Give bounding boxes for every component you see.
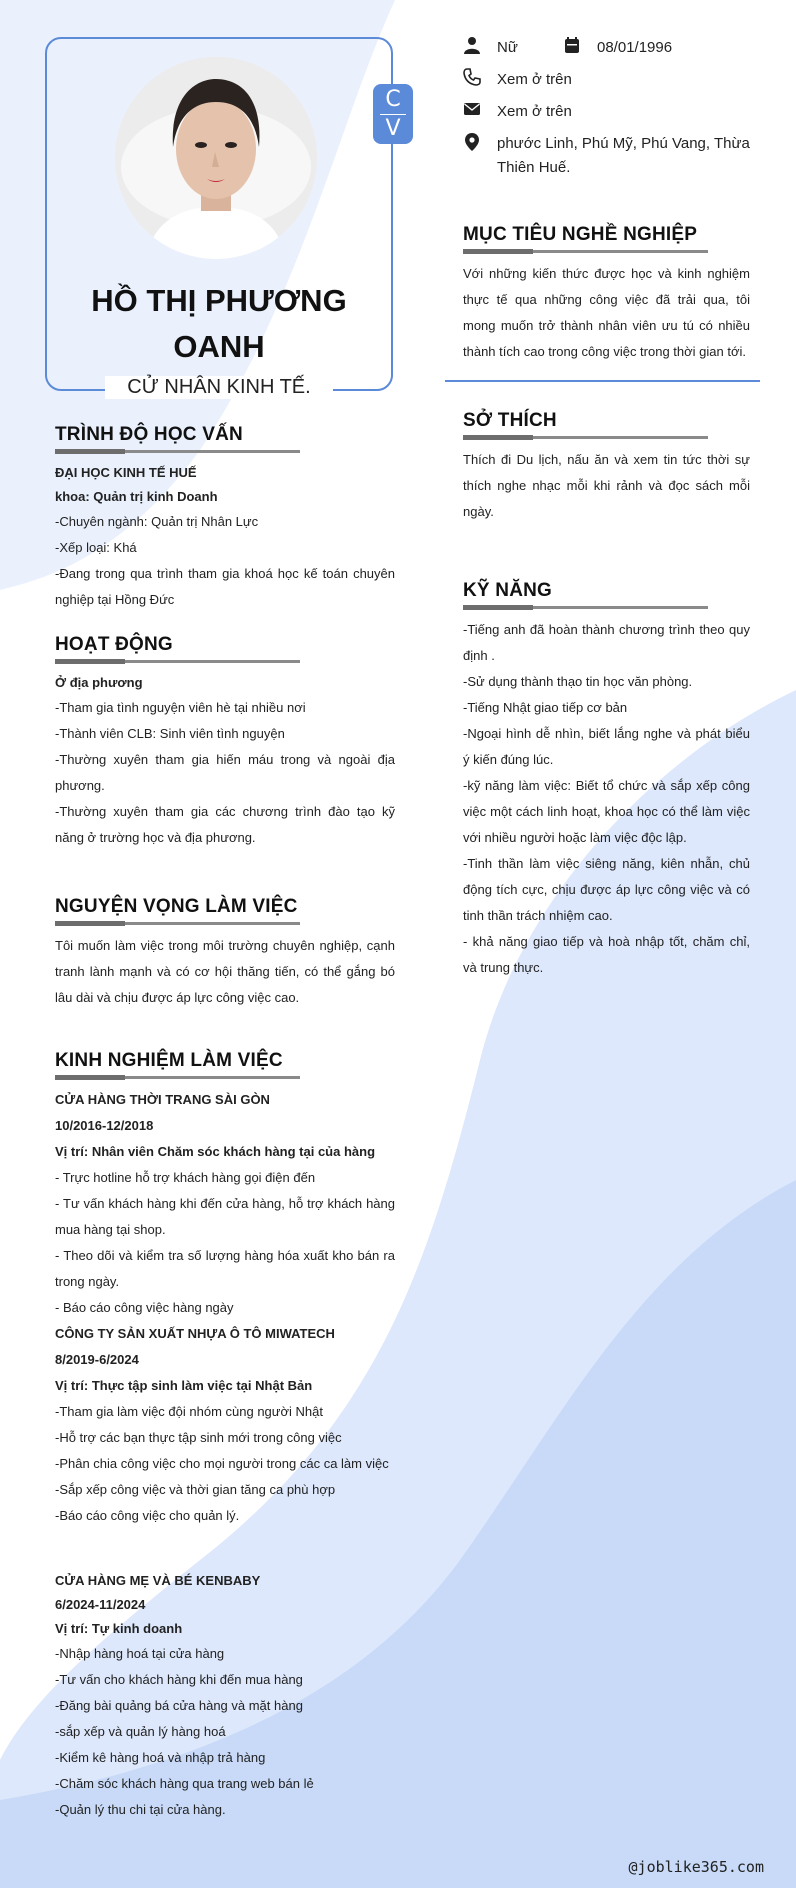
job-task: -Sắp xếp công việc và thời gian tăng ca phù hợp bbox=[55, 1482, 336, 1497]
contact-phone-row bbox=[463, 68, 572, 92]
skill-item: -Tinh thần làm việc siêng năng, kiên nhẫn, chủ động tích cực, chịu được áp lực công việc và có tinh thần trách nhiệm cao. bbox=[463, 856, 750, 923]
section-underline bbox=[463, 436, 708, 439]
skill-item: -Sử dụng thành thạo tin học văn phòng. bbox=[463, 674, 693, 689]
hobbies-text: Thích đi Du lịch, nấu ăn và xem tin tức thời sự thích nghe nhạc mỗi khi rảnh và đọc sách mỗi ngày. bbox=[463, 452, 750, 519]
contact-phone: Xem ở trên bbox=[497, 71, 572, 88]
name-line-1: HỒ THỊ PHƯƠNG bbox=[91, 283, 347, 318]
job-period: 8/2019-6/2024 bbox=[55, 1352, 139, 1367]
envelope-icon bbox=[463, 100, 485, 120]
contact-address-row bbox=[463, 132, 753, 180]
section-underline bbox=[55, 1076, 300, 1079]
candidate-title: CỬ NHÂN KINH TẾ. bbox=[105, 376, 333, 399]
objective-text: Với những kiến thức được học và kinh nghiệm thực tế qua những công việc đã trải qua, tôi mong muốn trở thành nhân viên ưu tú có nhiều thành tích cao trong công việc trong thời gian tới. bbox=[463, 266, 750, 359]
portrait-illustration bbox=[115, 57, 317, 259]
activities-line: -Thành viên CLB: Sinh viên tình nguyện bbox=[55, 726, 285, 741]
skills-section bbox=[463, 580, 750, 981]
job-position: Vị trí: Tự kinh doanh bbox=[55, 1621, 183, 1636]
contact-gender: Nữ bbox=[497, 39, 518, 56]
skill-item: -Tiếng anh đã hoàn thành chương trình theo quy định . bbox=[463, 622, 750, 663]
job-task: -Quản lý thu chi tại cửa hàng. bbox=[55, 1802, 226, 1817]
objective-heading: MỤC TIÊU NGHỀ NGHIỆP bbox=[463, 224, 698, 245]
skill-item: -kỹ năng làm việc: Biết tổ chức và sắp xếp công việc một cách linh hoạt, khoa học có thể làm việc với nhiều người hoặc làm việc độc lập. bbox=[463, 778, 750, 845]
job-period: 6/2024-11/2024 bbox=[55, 1597, 146, 1612]
job-period: 10/2016-12/2018 bbox=[55, 1118, 154, 1133]
contact-birthday: 08/01/1996 bbox=[597, 39, 673, 56]
watermark-text: @joblike365.com bbox=[628, 1858, 764, 1876]
skill-item: -Tiếng Nhật giao tiếp cơ bản bbox=[463, 700, 628, 715]
person-icon bbox=[463, 36, 485, 56]
activities-heading: HOẠT ĐỘNG bbox=[55, 634, 173, 655]
education-line: -Xếp loại: Khá bbox=[55, 540, 137, 555]
section-underline bbox=[463, 606, 708, 609]
job-entry bbox=[55, 1087, 395, 1321]
profile-photo bbox=[115, 57, 317, 259]
job-position: Vị trí: Thực tập sinh làm việc tại Nhật Bản bbox=[55, 1378, 313, 1393]
job-entry bbox=[55, 1569, 395, 1823]
job-task: -Hỗ trợ các bạn thực tập sinh mới trong công việc bbox=[55, 1430, 342, 1445]
aspiration-section bbox=[55, 896, 395, 1011]
job-task: -Tham gia làm việc đội nhóm cùng người Nhật bbox=[55, 1404, 323, 1419]
hobbies-section bbox=[463, 410, 750, 525]
contact-email: Xem ở trên bbox=[497, 103, 572, 120]
job-task: - Báo cáo công việc hàng ngày bbox=[55, 1300, 234, 1315]
contact-address: phước Linh, Phú Mỹ, Phú Vang, Thừa Thiên Huế. bbox=[497, 135, 750, 176]
job-task: - Theo dõi và kiểm tra số lượng hàng hóa xuất kho bán ra trong ngày. bbox=[55, 1248, 395, 1289]
education-heading: TRÌNH ĐỘ HỌC VẤN bbox=[55, 424, 243, 445]
job-task: -Báo cáo công việc cho quản lý. bbox=[55, 1508, 240, 1523]
job-entry bbox=[55, 1321, 395, 1529]
aspiration-heading: NGUYỆN VỌNG LÀM VIỆC bbox=[55, 896, 298, 917]
objective-section bbox=[463, 224, 750, 365]
phone-icon bbox=[463, 68, 485, 88]
section-divider bbox=[445, 380, 760, 382]
calendar-icon bbox=[563, 36, 585, 56]
activities-line: -Tham gia tình nguyện viên hè tại nhiều nơi bbox=[55, 700, 306, 715]
job-task: -Nhập hàng hoá tại cửa hàng bbox=[55, 1646, 225, 1661]
education-school: ĐẠI HỌC KINH TẾ HUẾ bbox=[55, 465, 197, 480]
candidate-name bbox=[60, 278, 378, 370]
section-underline bbox=[55, 922, 300, 925]
cv-badge-bottom: V bbox=[385, 116, 401, 141]
section-underline bbox=[55, 450, 300, 453]
skill-item: - khả năng giao tiếp và hoà nhập tốt, chăm chỉ, và trung thực. bbox=[463, 934, 750, 975]
experience-section bbox=[55, 1050, 395, 1823]
activities-line: -Thường xuyên tham gia hiến máu trong và ngoài địa phương. bbox=[55, 752, 395, 793]
job-task: -sắp xếp và quản lý hàng hoá bbox=[55, 1724, 226, 1739]
education-section bbox=[55, 424, 395, 613]
skill-item: -Ngoại hình dễ nhìn, biết lắng nghe và phát biểu ý kiến đúng lúc. bbox=[463, 726, 750, 767]
contact-email-row bbox=[463, 100, 572, 124]
job-task: - Trực hotline hỗ trợ khách hàng gọi điện đến bbox=[55, 1170, 316, 1185]
education-line: -Đang trong qua trình tham gia khoá học kế toán chuyên nghiệp tại Hồng Đức bbox=[55, 566, 395, 607]
job-task: -Đăng bài quảng bá cửa hàng và mặt hàng bbox=[55, 1698, 303, 1713]
aspiration-text: Tôi muốn làm việc trong môi trường chuyên nghiệp, cạnh tranh lành mạnh và có cơ hội thăng tiến, có thể gắng bó lâu dài và chịu được áp lực công việc cao. bbox=[55, 938, 395, 1005]
job-task: -Tư vấn cho khách hàng khi đến mua hàng bbox=[55, 1672, 303, 1687]
location-pin-icon bbox=[463, 132, 485, 152]
activities-line: -Thường xuyên tham gia các chương trình đào tạo kỹ năng ở trường học và địa phương. bbox=[55, 804, 395, 845]
job-company: CỬA HÀNG THỜI TRANG SÀI GÒN bbox=[55, 1092, 270, 1107]
section-underline bbox=[55, 660, 300, 663]
cv-badge-divider bbox=[380, 114, 406, 115]
cv-badge-top: C bbox=[385, 87, 401, 112]
job-task: -Phân chia công việc cho mọi người trong các ca làm việc bbox=[55, 1456, 389, 1471]
name-line-2: OANH bbox=[173, 329, 265, 364]
job-company: CỬA HÀNG MẸ VÀ BÉ KENBABY bbox=[55, 1573, 261, 1588]
job-company: CÔNG TY SẢN XUẤT NHỰA Ô TÔ MIWATECH bbox=[55, 1326, 335, 1341]
section-underline bbox=[463, 250, 708, 253]
contact-gender-birthday bbox=[463, 36, 672, 60]
activities-section bbox=[55, 634, 395, 851]
experience-heading: KINH NGHIỆM LÀM VIỆC bbox=[55, 1050, 283, 1071]
job-task: -Kiểm kê hàng hoá và nhập trả hàng bbox=[55, 1750, 266, 1765]
job-position: Vị trí: Nhân viên Chăm sóc khách hàng tại của hàng bbox=[55, 1144, 376, 1159]
education-line: -Chuyên ngành: Quản trị Nhân Lực bbox=[55, 514, 259, 529]
activities-place: Ở địa phương bbox=[55, 675, 143, 690]
hobbies-heading: SỞ THÍCH bbox=[463, 410, 557, 431]
cv-badge bbox=[373, 84, 413, 144]
job-task: - Tư vấn khách hàng khi đến cửa hàng, hỗ trợ khách hàng mua hàng tại shop. bbox=[55, 1196, 395, 1237]
education-faculty: khoa: Quản trị kinh Doanh bbox=[55, 489, 218, 504]
job-task: -Chăm sóc khách hàng qua trang web bán lẻ bbox=[55, 1776, 314, 1791]
skills-heading: KỸ NĂNG bbox=[463, 580, 553, 601]
